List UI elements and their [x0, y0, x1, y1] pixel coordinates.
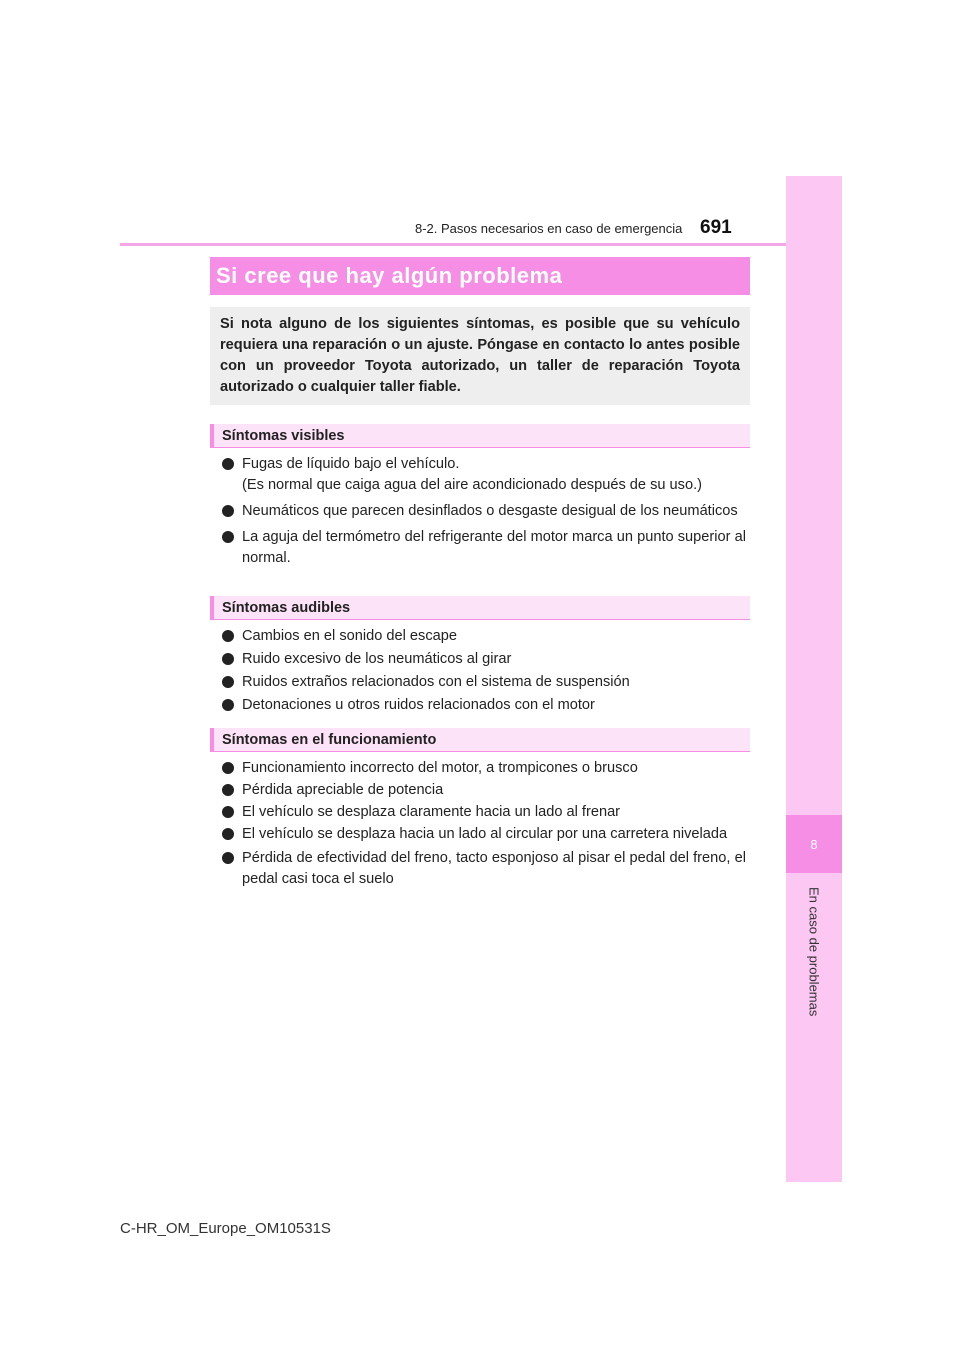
list-item: Neumáticos que parecen desinflados o desgaste desigual de los neumáticos — [222, 501, 746, 522]
bullet-icon — [222, 852, 234, 864]
page-number: 691 — [700, 217, 732, 238]
section-reference: 8-2. Pasos necesarios en caso de emergencia — [415, 221, 683, 236]
list-item: Detonaciones u otros ruidos relacionados con el motor — [222, 695, 746, 716]
bullet-icon — [222, 531, 234, 543]
bullet-list-operation — [222, 758, 746, 890]
chapter-label: En caso de problemas — [806, 887, 822, 1017]
list-item: La aguja del termómetro del refrigerante del motor marca un punto superior al normal. — [222, 527, 746, 569]
bullet-icon — [222, 806, 234, 818]
section-heading-operation: Síntomas en el funcionamiento — [210, 728, 750, 752]
header-rule — [120, 243, 786, 246]
bullet-list-visible — [222, 454, 746, 569]
list-item: El vehículo se desplaza hacia un lado al circular por una carretera nivelada — [222, 824, 746, 845]
bullet-icon — [222, 653, 234, 665]
intro-box: Si nota alguno de los siguientes síntomas, es posible que su vehículo requiera una reparación o un ajuste. Póngase en contacto lo antes posible con un proveedor Toyota autorizado, un taller de reparación Toyota autorizado o cualquier taller fiable. — [210, 307, 750, 405]
bullet-icon — [222, 505, 234, 517]
list-item: Funcionamiento incorrecto del motor, a trompicones o brusco — [222, 758, 746, 779]
bullet-icon — [222, 676, 234, 688]
chapter-label-tab — [784, 882, 844, 1022]
section-heading-audible: Síntomas audibles — [210, 596, 750, 620]
list-item: Ruidos extraños relacionados con el sistema de suspensión — [222, 672, 746, 693]
document-footer: C-HR_OM_Europe_OM10531S — [120, 1220, 331, 1237]
bullet-icon — [222, 828, 234, 840]
list-item: Pérdida apreciable de potencia — [222, 780, 746, 801]
list-item: Pérdida de efectividad del freno, tacto esponjoso al pisar el pedal del freno, el pedal casi toca el suelo — [222, 848, 746, 890]
section-heading-visible: Síntomas visibles — [210, 424, 750, 448]
chapter-side-tab — [786, 176, 842, 1182]
bullet-icon — [222, 458, 234, 470]
page-title-bar — [210, 257, 750, 295]
bullet-list-audible — [222, 626, 746, 716]
page-title: Si cree que hay algún problema — [216, 263, 563, 288]
list-item: El vehículo se desplaza claramente hacia un lado al frenar — [222, 802, 746, 823]
bullet-icon — [222, 784, 234, 796]
bullet-icon — [222, 699, 234, 711]
list-item: Ruido excesivo de los neumáticos al girar — [222, 649, 746, 670]
bullet-icon — [222, 630, 234, 642]
chapter-number: 8 — [810, 836, 818, 852]
list-item: Fugas de líquido bajo el vehículo. (Es normal que caiga agua del aire acondicionado después de su uso.) — [222, 454, 746, 496]
chapter-number-tab — [786, 815, 842, 873]
bullet-icon — [222, 762, 234, 774]
list-item: Cambios en el sonido del escape — [222, 626, 746, 647]
